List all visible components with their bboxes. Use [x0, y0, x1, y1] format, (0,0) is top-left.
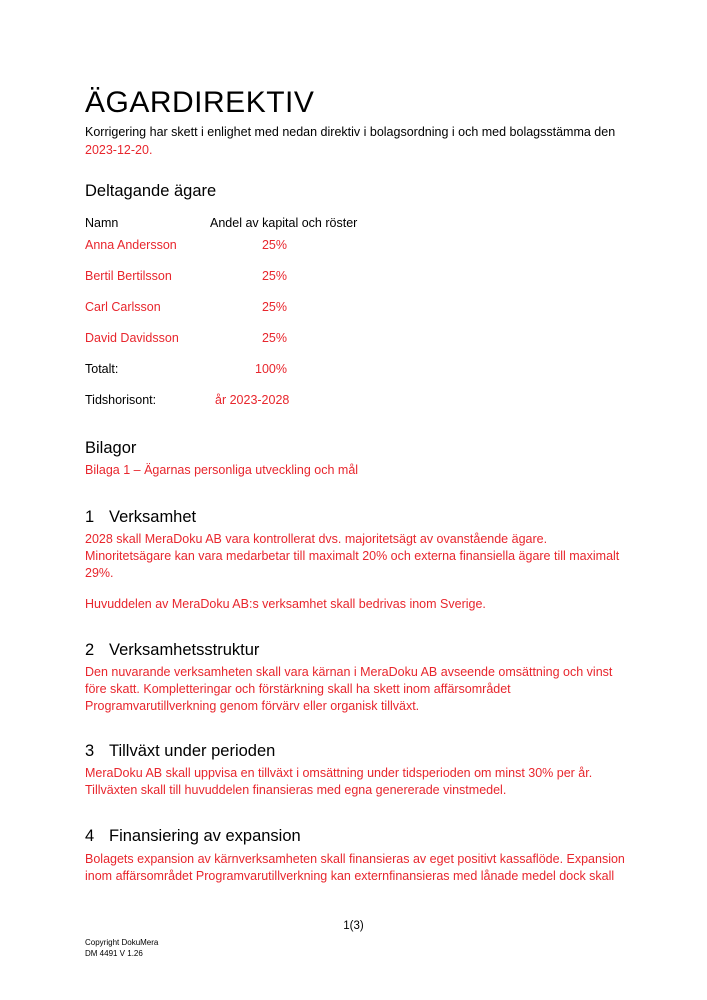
owner-name: David Davidsson	[85, 331, 179, 345]
owner-name: Bertil Bertilsson	[85, 269, 172, 283]
section-1-paragraph-1: 2028 skall MeraDoku AB vara kontrollerat dvs. majoritetsägt av ovanstående ägare. Minoritetsägare kan vara medarbetar till maximalt 20% och externa finansiella ägare till maximalt 29%.	[85, 532, 620, 580]
total-value: 100%	[255, 362, 287, 376]
section-1-heading	[85, 508, 196, 527]
owners-header-row	[85, 216, 485, 234]
owner-share: 25%	[261, 300, 287, 314]
table-row	[85, 300, 485, 318]
column-header-name: Namn	[85, 216, 119, 230]
section-title: Finansiering av expansion	[109, 827, 301, 845]
section-2-paragraph-1: Den nuvarande verksamheten skall vara kärnan i MeraDoku AB avseende omsättning och vinst före skatt. Kompletteringar och förstärkning skall ha skett inom affärsområdet Programvarutillverkning genom förvärv eller organisk tillväxt.	[85, 665, 613, 713]
intro-text: Korrigering har skett i enlighet med nedan direktiv i bolagsordning i och med bolagsstämma den	[85, 125, 616, 139]
owner-name: Carl Carlsson	[85, 300, 161, 314]
owner-share: 25%	[261, 238, 287, 252]
section-number: 3	[85, 742, 95, 760]
section-1-paragraph-2: Huvuddelen av MeraDoku AB:s verksamhet skall bedrivas inom Sverige.	[85, 597, 486, 611]
table-row	[85, 331, 485, 349]
intro-date: 2023-12-20.	[85, 143, 153, 157]
horizon-value: år 2023-2028	[215, 393, 290, 407]
document-id: DM 4491 V 1.26	[85, 949, 143, 958]
section-3-paragraph-1: MeraDoku AB skall uppvisa en tillväxt i omsättning under tidsperioden om minst 30% per år. Tillväxten skall till huvuddelen finansieras med egna genererade vinstmedel.	[85, 766, 593, 797]
column-header-share: Andel av kapital och röster	[210, 216, 358, 230]
section-number: 2	[85, 641, 95, 659]
owner-share: 25%	[261, 269, 287, 283]
total-row	[85, 362, 485, 380]
copyright-text: Copyright DokuMera	[85, 938, 159, 947]
section-2-heading	[85, 641, 259, 660]
owners-heading: Deltagande ägare	[85, 182, 217, 200]
attachments-heading: Bilagor	[85, 439, 137, 457]
table-row	[85, 238, 485, 256]
table-row	[85, 269, 485, 287]
section-title: Tillväxt under perioden	[109, 742, 276, 760]
document-title: ÄGARDIREKTIV	[85, 86, 315, 119]
page-number: 1(3)	[343, 920, 364, 932]
section-number: 4	[85, 827, 95, 845]
section-title: Verksamhetsstruktur	[109, 641, 260, 659]
total-label: Totalt:	[85, 362, 119, 376]
footer-copyright-block	[85, 937, 158, 959]
owner-name: Anna Andersson	[85, 238, 177, 252]
attachment-item: Bilaga 1 – Ägarnas personliga utveckling och mål	[85, 463, 359, 477]
section-4-heading	[85, 827, 301, 846]
owner-share: 25%	[261, 331, 287, 345]
horizon-row	[85, 393, 485, 411]
section-number: 1	[85, 508, 95, 526]
intro-paragraph	[85, 123, 630, 159]
section-title: Verksamhet	[109, 508, 197, 526]
horizon-label: Tidshorisont:	[85, 393, 157, 407]
section-4-paragraph-1: Bolagets expansion av kärnverksamheten skall finansieras av eget positivt kassaflöde. Expansion inom affärsområdet Programvarutillverkning kan externfinansieras med lånade medel dock skall	[85, 852, 625, 883]
section-3-heading	[85, 742, 275, 761]
